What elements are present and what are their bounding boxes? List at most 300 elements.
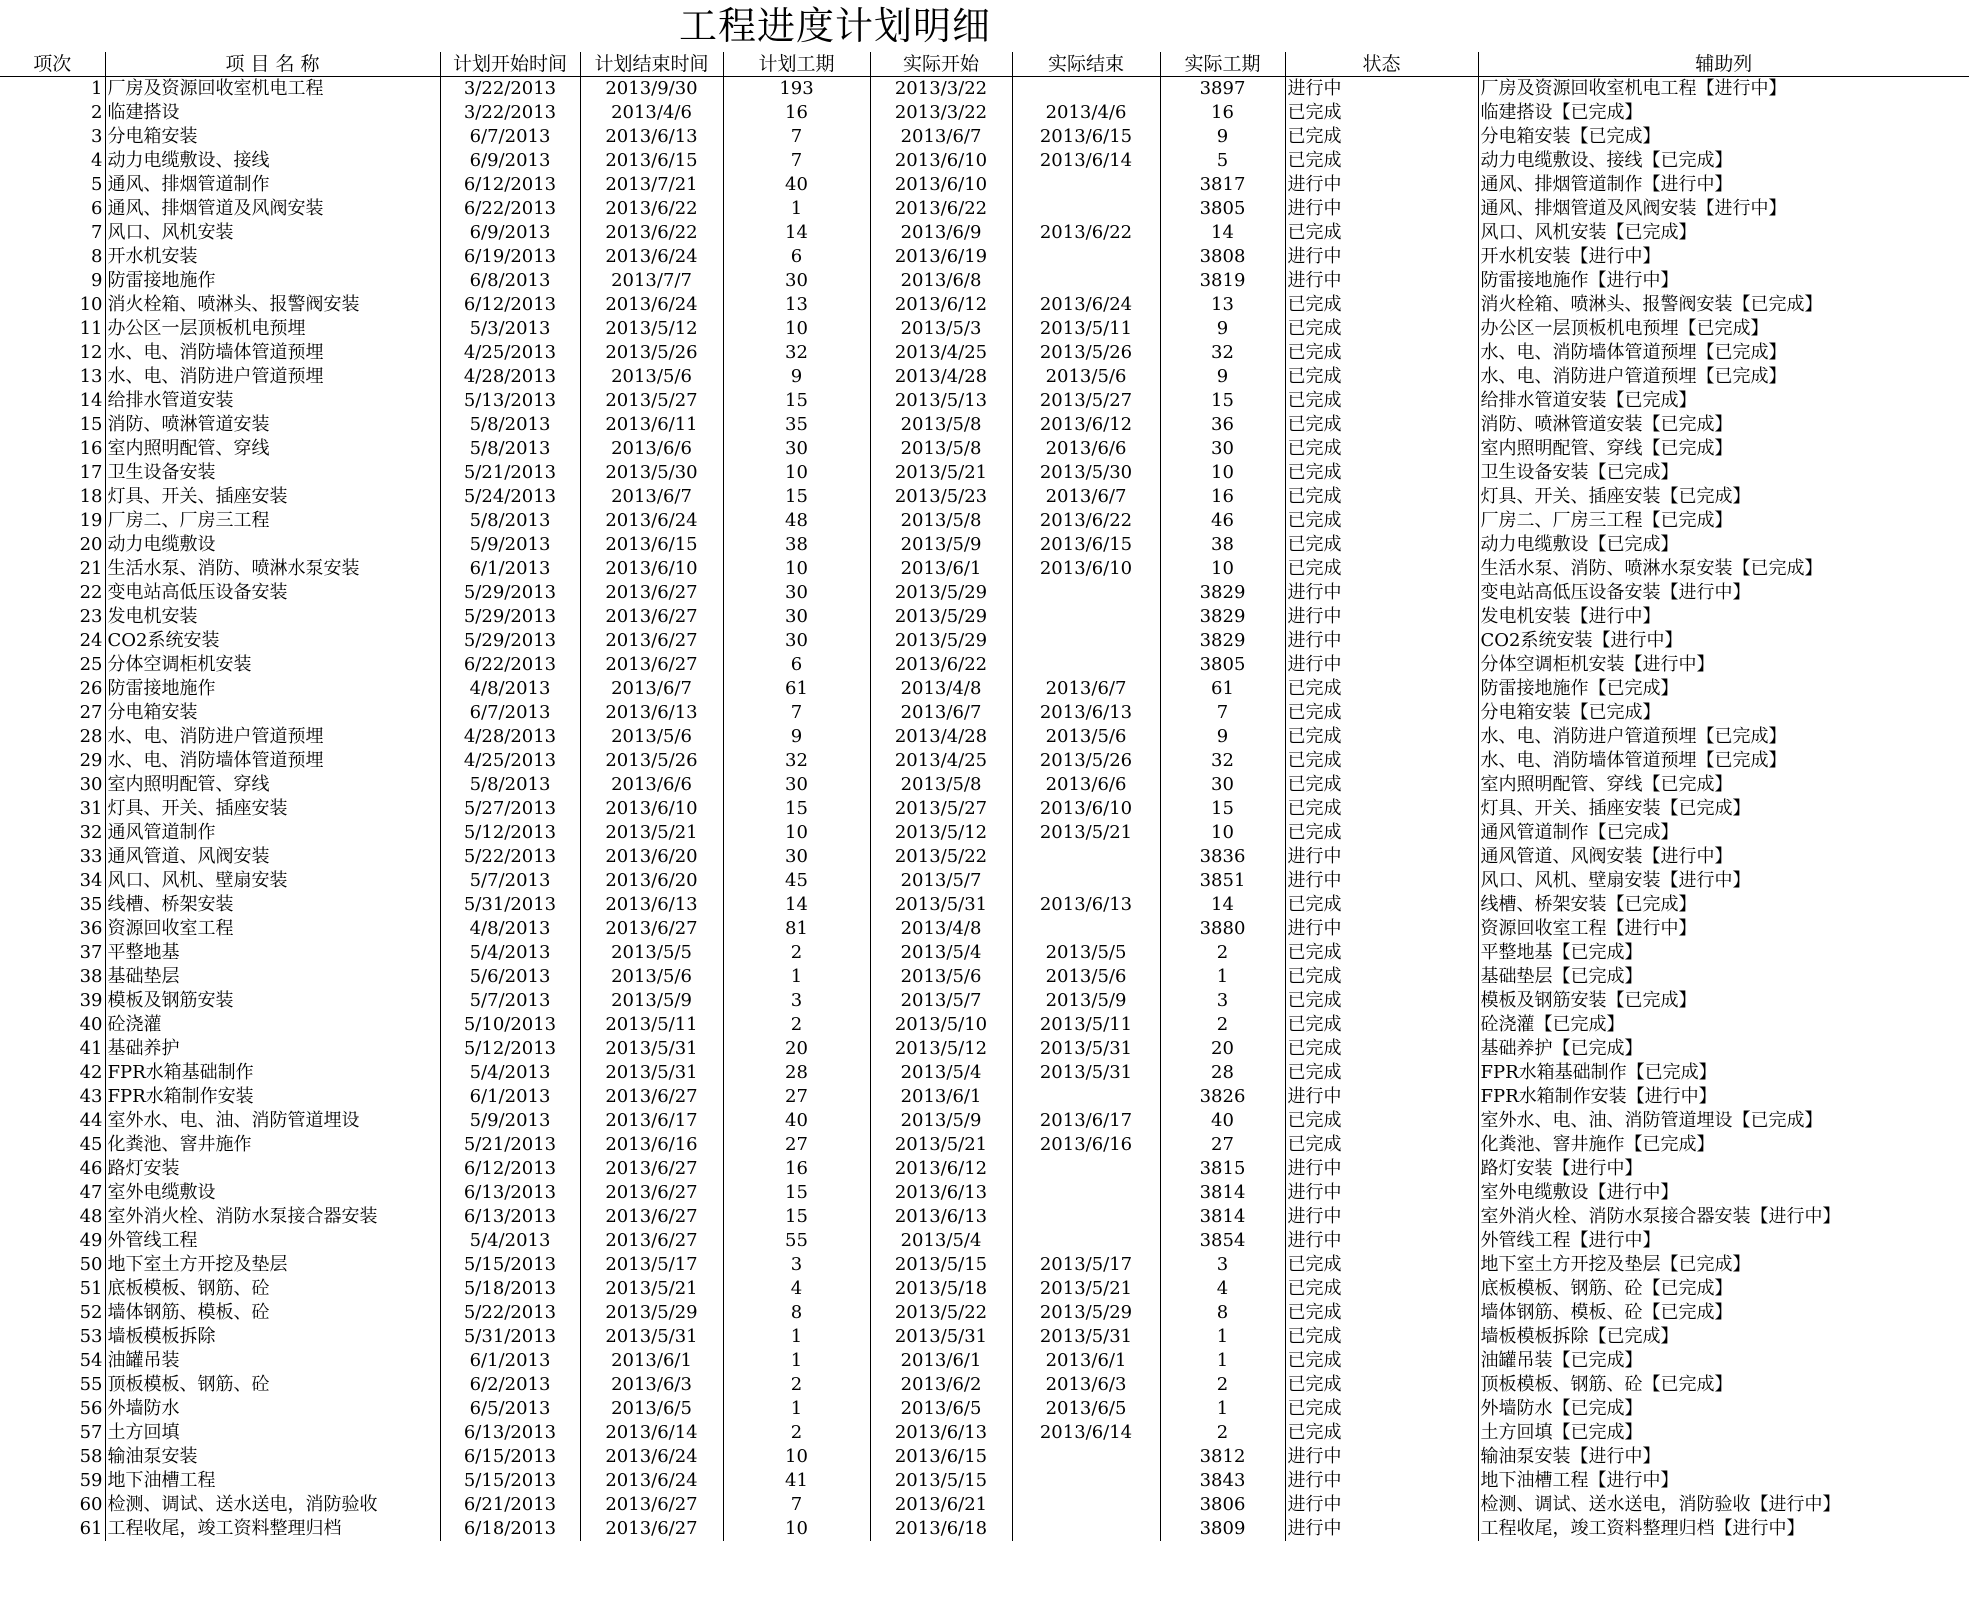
- cell-plan-end[interactable]: 2013/6/20: [580, 869, 723, 893]
- cell-status[interactable]: 进行中: [1285, 653, 1478, 677]
- cell-aux[interactable]: 分体空调柜机安装【进行中】: [1478, 653, 1969, 677]
- cell-plan-end[interactable]: 2013/6/27: [580, 917, 723, 941]
- cell-aux[interactable]: 动力电缆敷设、接线【已完成】: [1478, 149, 1969, 173]
- cell-aux[interactable]: 检测、调试、送水送电，消防验收【进行中】: [1478, 1493, 1969, 1517]
- cell-plan-start[interactable]: 6/7/2013: [440, 701, 580, 725]
- cell-plan-start[interactable]: 4/28/2013: [440, 365, 580, 389]
- cell-idx[interactable]: 9: [91, 270, 103, 291]
- cell-aux[interactable]: 水、电、消防进户管道预埋【已完成】: [1478, 725, 1969, 749]
- cell-actual-start[interactable]: 2013/4/25: [870, 341, 1012, 365]
- cell-plan-start[interactable]: 4/8/2013: [440, 677, 580, 701]
- cell-actual-days[interactable]: 3: [1160, 989, 1285, 1013]
- cell-aux[interactable]: 通风、排烟管道及风阀安装【进行中】: [1478, 197, 1969, 221]
- cell-actual-start[interactable]: 2013/5/6: [870, 965, 1012, 989]
- cell-plan-days[interactable]: 10: [723, 461, 870, 485]
- cell-plan-start[interactable]: 4/28/2013: [440, 725, 580, 749]
- cell-actual-end[interactable]: 2013/5/9: [1012, 989, 1160, 1013]
- cell-aux[interactable]: 室内照明配管、穿线【已完成】: [1478, 773, 1969, 797]
- cell-name[interactable]: 分体空调柜机安装: [105, 653, 440, 677]
- cell-status[interactable]: 已完成: [1285, 509, 1478, 533]
- cell-plan-start[interactable]: 6/13/2013: [440, 1181, 580, 1205]
- cell-plan-end[interactable]: 2013/5/9: [580, 989, 723, 1013]
- cell-plan-days[interactable]: 193: [723, 77, 870, 102]
- cell-status[interactable]: 已完成: [1285, 341, 1478, 365]
- cell-plan-days[interactable]: 3: [723, 989, 870, 1013]
- cell-status[interactable]: 进行中: [1285, 917, 1478, 941]
- cell-status[interactable]: 已完成: [1285, 149, 1478, 173]
- cell-plan-days[interactable]: 27: [723, 1085, 870, 1109]
- cell-plan-end[interactable]: 2013/6/17: [580, 1109, 723, 1133]
- cell-plan-days[interactable]: 35: [723, 413, 870, 437]
- cell-actual-start[interactable]: 2013/6/7: [870, 701, 1012, 725]
- cell-plan-start[interactable]: 5/7/2013: [440, 989, 580, 1013]
- cell-actual-days[interactable]: 3805: [1160, 653, 1285, 677]
- cell-plan-end[interactable]: 2013/5/27: [580, 389, 723, 413]
- cell-actual-start[interactable]: 2013/5/8: [870, 413, 1012, 437]
- cell-aux[interactable]: 厂房二、厂房三工程【已完成】: [1478, 509, 1969, 533]
- cell-idx[interactable]: 19: [79, 510, 103, 531]
- cell-plan-end[interactable]: 2013/5/31: [580, 1061, 723, 1085]
- cell-name[interactable]: 基础养护: [105, 1037, 440, 1061]
- cell-status[interactable]: 已完成: [1285, 1397, 1478, 1421]
- cell-actual-end[interactable]: 2013/5/26: [1012, 341, 1160, 365]
- cell-idx[interactable]: 31: [79, 798, 103, 819]
- cell-actual-start[interactable]: 2013/4/8: [870, 677, 1012, 701]
- cell-status[interactable]: 进行中: [1285, 869, 1478, 893]
- cell-status[interactable]: 进行中: [1285, 1445, 1478, 1469]
- cell-name[interactable]: 地下油槽工程: [105, 1469, 440, 1493]
- cell-aux[interactable]: 地下室土方开挖及垫层【已完成】: [1478, 1253, 1969, 1277]
- cell-plan-days[interactable]: 2: [723, 1421, 870, 1445]
- cell-plan-start[interactable]: 6/9/2013: [440, 221, 580, 245]
- cell-aux[interactable]: 资源回收室工程【进行中】: [1478, 917, 1969, 941]
- cell-actual-start[interactable]: 2013/5/29: [870, 581, 1012, 605]
- cell-plan-end[interactable]: 2013/6/27: [580, 1085, 723, 1109]
- cell-idx[interactable]: 44: [79, 1110, 103, 1131]
- cell-actual-end[interactable]: 2013/6/13: [1012, 701, 1160, 725]
- cell-plan-days[interactable]: 27: [723, 1133, 870, 1157]
- cell-plan-days[interactable]: 15: [723, 1205, 870, 1229]
- cell-plan-end[interactable]: 2013/5/21: [580, 821, 723, 845]
- cell-plan-end[interactable]: 2013/6/5: [580, 1397, 723, 1421]
- cell-plan-start[interactable]: 6/18/2013: [440, 1517, 580, 1541]
- cell-plan-days[interactable]: 2: [723, 941, 870, 965]
- cell-name[interactable]: 顶板模板、钢筋、砼: [105, 1373, 440, 1397]
- cell-plan-start[interactable]: 6/19/2013: [440, 245, 580, 269]
- cell-name[interactable]: 风口、风机、壁扇安装: [105, 869, 440, 893]
- cell-plan-days[interactable]: 16: [723, 101, 870, 125]
- cell-plan-days[interactable]: 10: [723, 557, 870, 581]
- cell-status[interactable]: 已完成: [1285, 1253, 1478, 1277]
- cell-actual-end[interactable]: 2013/5/6: [1012, 965, 1160, 989]
- cell-plan-end[interactable]: 2013/6/15: [580, 149, 723, 173]
- cell-actual-start[interactable]: 2013/5/8: [870, 509, 1012, 533]
- cell-status[interactable]: 已完成: [1285, 1037, 1478, 1061]
- cell-actual-days[interactable]: 5: [1160, 149, 1285, 173]
- cell-idx[interactable]: 27: [79, 702, 103, 723]
- cell-name[interactable]: 土方回填: [105, 1421, 440, 1445]
- cell-plan-days[interactable]: 7: [723, 125, 870, 149]
- cell-idx[interactable]: 59: [79, 1470, 103, 1491]
- cell-aux[interactable]: 灯具、开关、插座安装【已完成】: [1478, 797, 1969, 821]
- cell-plan-days[interactable]: 10: [723, 821, 870, 845]
- cell-actual-days[interactable]: 32: [1160, 341, 1285, 365]
- cell-actual-start[interactable]: 2013/5/22: [870, 845, 1012, 869]
- cell-actual-days[interactable]: 9: [1160, 725, 1285, 749]
- cell-actual-days[interactable]: 27: [1160, 1133, 1285, 1157]
- cell-idx[interactable]: 4: [91, 150, 103, 171]
- cell-status[interactable]: 进行中: [1285, 173, 1478, 197]
- cell-aux[interactable]: 输油泵安装【进行中】: [1478, 1445, 1969, 1469]
- cell-actual-end[interactable]: 2013/6/24: [1012, 293, 1160, 317]
- cell-actual-end[interactable]: 2013/6/15: [1012, 533, 1160, 557]
- cell-actual-end[interactable]: 2013/6/1: [1012, 1349, 1160, 1373]
- cell-actual-end[interactable]: [1012, 1493, 1160, 1517]
- cell-name[interactable]: 通风管道、风阀安装: [105, 845, 440, 869]
- cell-plan-days[interactable]: 1: [723, 1325, 870, 1349]
- cell-plan-start[interactable]: 5/15/2013: [440, 1253, 580, 1277]
- cell-plan-start[interactable]: 6/13/2013: [440, 1205, 580, 1229]
- cell-actual-start[interactable]: 2013/6/8: [870, 269, 1012, 293]
- cell-idx[interactable]: 26: [79, 678, 103, 699]
- cell-idx[interactable]: 38: [79, 966, 103, 987]
- cell-status[interactable]: 已完成: [1285, 965, 1478, 989]
- cell-actual-start[interactable]: 2013/6/1: [870, 1085, 1012, 1109]
- cell-plan-days[interactable]: 6: [723, 653, 870, 677]
- cell-plan-start[interactable]: 6/9/2013: [440, 149, 580, 173]
- cell-name[interactable]: 工程收尾，竣工资料整理归档: [105, 1517, 440, 1541]
- cell-status[interactable]: 进行中: [1285, 1205, 1478, 1229]
- cell-actual-days[interactable]: 16: [1160, 485, 1285, 509]
- cell-name[interactable]: 平整地基: [105, 941, 440, 965]
- cell-plan-end[interactable]: 2013/5/12: [580, 317, 723, 341]
- cell-actual-days[interactable]: 9: [1160, 365, 1285, 389]
- cell-idx[interactable]: 16: [79, 438, 103, 459]
- cell-idx[interactable]: 49: [79, 1230, 103, 1251]
- cell-actual-end[interactable]: 2013/6/3: [1012, 1373, 1160, 1397]
- cell-plan-end[interactable]: 2013/6/27: [580, 1493, 723, 1517]
- cell-plan-start[interactable]: 6/12/2013: [440, 293, 580, 317]
- cell-aux[interactable]: 室内照明配管、穿线【已完成】: [1478, 437, 1969, 461]
- cell-actual-end[interactable]: 2013/5/11: [1012, 1013, 1160, 1037]
- cell-aux[interactable]: 基础垫层【已完成】: [1478, 965, 1969, 989]
- cell-name[interactable]: 通风、排烟管道制作: [105, 173, 440, 197]
- cell-idx[interactable]: 33: [79, 846, 103, 867]
- cell-plan-start[interactable]: 5/15/2013: [440, 1469, 580, 1493]
- cell-plan-start[interactable]: 4/25/2013: [440, 749, 580, 773]
- cell-actual-days[interactable]: 3814: [1160, 1181, 1285, 1205]
- cell-actual-end[interactable]: 2013/6/16: [1012, 1133, 1160, 1157]
- cell-actual-end[interactable]: 2013/6/10: [1012, 797, 1160, 821]
- cell-actual-days[interactable]: 40: [1160, 1109, 1285, 1133]
- cell-name[interactable]: 水、电、消防墙体管道预埋: [105, 341, 440, 365]
- cell-plan-end[interactable]: 2013/5/11: [580, 1013, 723, 1037]
- cell-status[interactable]: 已完成: [1285, 1373, 1478, 1397]
- cell-status[interactable]: 已完成: [1285, 989, 1478, 1013]
- cell-plan-end[interactable]: 2013/6/7: [580, 485, 723, 509]
- cell-actual-days[interactable]: 3829: [1160, 629, 1285, 653]
- cell-name[interactable]: 消防、喷淋管道安装: [105, 413, 440, 437]
- cell-actual-end[interactable]: [1012, 1181, 1160, 1205]
- cell-status[interactable]: 已完成: [1285, 317, 1478, 341]
- cell-plan-end[interactable]: 2013/6/27: [580, 1517, 723, 1541]
- cell-actual-days[interactable]: 3: [1160, 1253, 1285, 1277]
- cell-plan-days[interactable]: 4: [723, 1277, 870, 1301]
- cell-name[interactable]: 开水机安装: [105, 245, 440, 269]
- cell-actual-start[interactable]: 2013/6/21: [870, 1493, 1012, 1517]
- cell-plan-days[interactable]: 10: [723, 1517, 870, 1541]
- cell-plan-end[interactable]: 2013/6/13: [580, 893, 723, 917]
- cell-actual-days[interactable]: 2: [1160, 1373, 1285, 1397]
- cell-idx[interactable]: 1: [91, 78, 103, 99]
- cell-idx[interactable]: 20: [79, 534, 103, 555]
- cell-status[interactable]: 进行中: [1285, 245, 1478, 269]
- cell-actual-days[interactable]: 2: [1160, 1421, 1285, 1445]
- cell-idx[interactable]: 13: [79, 366, 103, 387]
- cell-name[interactable]: 底板模板、钢筋、砼: [105, 1277, 440, 1301]
- cell-name[interactable]: CO2系统安装: [105, 629, 440, 653]
- cell-actual-days[interactable]: 3819: [1160, 269, 1285, 293]
- cell-actual-end[interactable]: 2013/6/22: [1012, 221, 1160, 245]
- cell-plan-end[interactable]: 2013/5/26: [580, 749, 723, 773]
- cell-plan-days[interactable]: 30: [723, 773, 870, 797]
- cell-actual-end[interactable]: [1012, 653, 1160, 677]
- cell-plan-days[interactable]: 15: [723, 389, 870, 413]
- cell-actual-end[interactable]: 2013/6/10: [1012, 557, 1160, 581]
- cell-actual-days[interactable]: 1: [1160, 1349, 1285, 1373]
- cell-aux[interactable]: 基础养护【已完成】: [1478, 1037, 1969, 1061]
- cell-plan-start[interactable]: 5/22/2013: [440, 1301, 580, 1325]
- cell-status[interactable]: 已完成: [1285, 1325, 1478, 1349]
- cell-actual-days[interactable]: 14: [1160, 221, 1285, 245]
- cell-idx[interactable]: 15: [79, 414, 103, 435]
- cell-actual-end[interactable]: [1012, 197, 1160, 221]
- cell-idx[interactable]: 36: [79, 918, 103, 939]
- cell-actual-end[interactable]: 2013/6/5: [1012, 1397, 1160, 1421]
- cell-plan-end[interactable]: 2013/6/27: [580, 605, 723, 629]
- cell-actual-end[interactable]: 2013/5/6: [1012, 725, 1160, 749]
- header-aux[interactable]: 辅助列: [1478, 52, 1969, 77]
- cell-plan-start[interactable]: 6/12/2013: [440, 173, 580, 197]
- cell-name[interactable]: 通风管道制作: [105, 821, 440, 845]
- cell-aux[interactable]: 室外水、电、油、消防管道埋设【已完成】: [1478, 1109, 1969, 1133]
- cell-actual-days[interactable]: 3854: [1160, 1229, 1285, 1253]
- cell-name[interactable]: 防雷接地施作: [105, 269, 440, 293]
- cell-aux[interactable]: 墙体钢筋、模板、砼【已完成】: [1478, 1301, 1969, 1325]
- cell-actual-start[interactable]: 2013/5/23: [870, 485, 1012, 509]
- header-plan-end[interactable]: 计划结束时间: [580, 52, 723, 77]
- cell-plan-end[interactable]: 2013/5/31: [580, 1325, 723, 1349]
- cell-plan-end[interactable]: 2013/5/6: [580, 725, 723, 749]
- cell-actual-days[interactable]: 38: [1160, 533, 1285, 557]
- cell-status[interactable]: 进行中: [1285, 77, 1478, 102]
- cell-plan-start[interactable]: 3/22/2013: [440, 101, 580, 125]
- cell-plan-end[interactable]: 2013/7/21: [580, 173, 723, 197]
- cell-plan-end[interactable]: 2013/5/29: [580, 1301, 723, 1325]
- cell-actual-start[interactable]: 2013/5/22: [870, 1301, 1012, 1325]
- cell-plan-start[interactable]: 6/5/2013: [440, 1397, 580, 1421]
- cell-actual-days[interactable]: 32: [1160, 749, 1285, 773]
- cell-status[interactable]: 进行中: [1285, 1517, 1478, 1541]
- cell-plan-start[interactable]: 6/12/2013: [440, 1157, 580, 1181]
- cell-plan-start[interactable]: 5/9/2013: [440, 533, 580, 557]
- cell-status[interactable]: 已完成: [1285, 893, 1478, 917]
- cell-plan-end[interactable]: 2013/6/27: [580, 1229, 723, 1253]
- cell-plan-start[interactable]: 5/10/2013: [440, 1013, 580, 1037]
- cell-plan-start[interactable]: 5/22/2013: [440, 845, 580, 869]
- cell-status[interactable]: 已完成: [1285, 221, 1478, 245]
- cell-aux[interactable]: 风口、风机、壁扇安装【进行中】: [1478, 869, 1969, 893]
- cell-actual-start[interactable]: 2013/3/22: [870, 101, 1012, 125]
- header-actual-end[interactable]: 实际结束: [1012, 52, 1160, 77]
- cell-status[interactable]: 已完成: [1285, 293, 1478, 317]
- cell-aux[interactable]: 顶板模板、钢筋、砼【已完成】: [1478, 1373, 1969, 1397]
- header-status[interactable]: 状态: [1285, 52, 1478, 77]
- cell-name[interactable]: 灯具、开关、插座安装: [105, 485, 440, 509]
- cell-aux[interactable]: 水、电、消防进户管道预埋【已完成】: [1478, 365, 1969, 389]
- cell-actual-start[interactable]: 2013/5/18: [870, 1277, 1012, 1301]
- cell-actual-days[interactable]: 13: [1160, 293, 1285, 317]
- cell-idx[interactable]: 56: [79, 1398, 103, 1419]
- cell-actual-end[interactable]: 2013/5/27: [1012, 389, 1160, 413]
- cell-status[interactable]: 进行中: [1285, 1181, 1478, 1205]
- cell-actual-end[interactable]: 2013/5/26: [1012, 749, 1160, 773]
- cell-actual-end[interactable]: 2013/6/22: [1012, 509, 1160, 533]
- cell-actual-start[interactable]: 2013/5/8: [870, 773, 1012, 797]
- cell-plan-start[interactable]: 5/8/2013: [440, 437, 580, 461]
- cell-plan-end[interactable]: 2013/5/31: [580, 1037, 723, 1061]
- cell-actual-start[interactable]: 2013/5/29: [870, 605, 1012, 629]
- cell-plan-end[interactable]: 2013/6/27: [580, 1181, 723, 1205]
- cell-plan-end[interactable]: 2013/5/26: [580, 341, 723, 365]
- cell-actual-start[interactable]: 2013/5/3: [870, 317, 1012, 341]
- cell-idx[interactable]: 7: [91, 222, 103, 243]
- cell-plan-end[interactable]: 2013/6/22: [580, 221, 723, 245]
- cell-plan-start[interactable]: 5/31/2013: [440, 893, 580, 917]
- cell-aux[interactable]: 开水机安装【进行中】: [1478, 245, 1969, 269]
- cell-actual-start[interactable]: 2013/6/10: [870, 173, 1012, 197]
- cell-name[interactable]: 墙板模板拆除: [105, 1325, 440, 1349]
- cell-actual-start[interactable]: 2013/3/22: [870, 77, 1012, 102]
- cell-plan-start[interactable]: 4/25/2013: [440, 341, 580, 365]
- cell-plan-days[interactable]: 6: [723, 245, 870, 269]
- cell-actual-days[interactable]: 15: [1160, 389, 1285, 413]
- cell-idx[interactable]: 46: [79, 1158, 103, 1179]
- cell-plan-end[interactable]: 2013/5/5: [580, 941, 723, 965]
- cell-status[interactable]: 进行中: [1285, 1493, 1478, 1517]
- cell-idx[interactable]: 10: [79, 294, 103, 315]
- cell-name[interactable]: 水、电、消防进户管道预埋: [105, 725, 440, 749]
- cell-actual-start[interactable]: 2013/6/15: [870, 1445, 1012, 1469]
- cell-actual-days[interactable]: 3843: [1160, 1469, 1285, 1493]
- cell-name[interactable]: 室外电缆敷设: [105, 1181, 440, 1205]
- cell-status[interactable]: 已完成: [1285, 941, 1478, 965]
- cell-actual-days[interactable]: 15: [1160, 797, 1285, 821]
- cell-actual-start[interactable]: 2013/5/4: [870, 941, 1012, 965]
- cell-plan-days[interactable]: 3: [723, 1253, 870, 1277]
- cell-actual-end[interactable]: [1012, 605, 1160, 629]
- header-actual-days[interactable]: 实际工期: [1160, 52, 1285, 77]
- cell-actual-start[interactable]: 2013/5/21: [870, 461, 1012, 485]
- cell-status[interactable]: 已完成: [1285, 1061, 1478, 1085]
- cell-name[interactable]: 路灯安装: [105, 1157, 440, 1181]
- cell-name[interactable]: 临建搭设: [105, 101, 440, 125]
- cell-plan-days[interactable]: 81: [723, 917, 870, 941]
- cell-aux[interactable]: 工程收尾，竣工资料整理归档【进行中】: [1478, 1517, 1969, 1541]
- cell-plan-end[interactable]: 2013/6/24: [580, 1445, 723, 1469]
- cell-plan-start[interactable]: 5/24/2013: [440, 485, 580, 509]
- cell-status[interactable]: 进行中: [1285, 581, 1478, 605]
- cell-name[interactable]: 分电箱安装: [105, 701, 440, 725]
- cell-aux[interactable]: 变电站高低压设备安装【进行中】: [1478, 581, 1969, 605]
- cell-idx[interactable]: 34: [79, 870, 103, 891]
- cell-plan-start[interactable]: 6/22/2013: [440, 653, 580, 677]
- cell-aux[interactable]: FPR水箱基础制作【已完成】: [1478, 1061, 1969, 1085]
- cell-actual-start[interactable]: 2013/6/12: [870, 293, 1012, 317]
- cell-plan-start[interactable]: 6/1/2013: [440, 557, 580, 581]
- cell-actual-end[interactable]: 2013/5/31: [1012, 1061, 1160, 1085]
- cell-actual-end[interactable]: [1012, 1157, 1160, 1181]
- cell-name[interactable]: 检测、调试、送水送电，消防验收: [105, 1493, 440, 1517]
- cell-actual-start[interactable]: 2013/5/29: [870, 629, 1012, 653]
- cell-plan-end[interactable]: 2013/6/13: [580, 125, 723, 149]
- cell-idx[interactable]: 3: [91, 126, 103, 147]
- cell-aux[interactable]: 模板及钢筋安装【已完成】: [1478, 989, 1969, 1013]
- cell-name[interactable]: 室内照明配管、穿线: [105, 437, 440, 461]
- cell-aux[interactable]: 线槽、桥架安装【已完成】: [1478, 893, 1969, 917]
- cell-status[interactable]: 已完成: [1285, 677, 1478, 701]
- cell-plan-end[interactable]: 2013/6/27: [580, 581, 723, 605]
- cell-plan-end[interactable]: 2013/6/13: [580, 701, 723, 725]
- cell-aux[interactable]: 分电箱安装【已完成】: [1478, 125, 1969, 149]
- cell-aux[interactable]: 土方回填【已完成】: [1478, 1421, 1969, 1445]
- cell-actual-start[interactable]: 2013/5/15: [870, 1253, 1012, 1277]
- cell-actual-start[interactable]: 2013/4/25: [870, 749, 1012, 773]
- cell-name[interactable]: FPR水箱基础制作: [105, 1061, 440, 1085]
- cell-status[interactable]: 已完成: [1285, 1133, 1478, 1157]
- cell-name[interactable]: 线槽、桥架安装: [105, 893, 440, 917]
- cell-actual-start[interactable]: 2013/6/10: [870, 149, 1012, 173]
- cell-actual-end[interactable]: 2013/5/31: [1012, 1325, 1160, 1349]
- cell-plan-days[interactable]: 30: [723, 581, 870, 605]
- cell-status[interactable]: 已完成: [1285, 725, 1478, 749]
- cell-actual-end[interactable]: [1012, 629, 1160, 653]
- cell-status[interactable]: 已完成: [1285, 101, 1478, 125]
- cell-aux[interactable]: 消火栓箱、喷淋头、报警阀安装【已完成】: [1478, 293, 1969, 317]
- cell-plan-days[interactable]: 30: [723, 629, 870, 653]
- cell-actual-days[interactable]: 30: [1160, 437, 1285, 461]
- cell-actual-days[interactable]: 10: [1160, 461, 1285, 485]
- cell-status[interactable]: 已完成: [1285, 365, 1478, 389]
- cell-actual-end[interactable]: 2013/5/17: [1012, 1253, 1160, 1277]
- cell-name[interactable]: 水、电、消防墙体管道预埋: [105, 749, 440, 773]
- cell-actual-days[interactable]: 10: [1160, 557, 1285, 581]
- cell-name[interactable]: 发电机安装: [105, 605, 440, 629]
- cell-aux[interactable]: 消防、喷淋管道安装【已完成】: [1478, 413, 1969, 437]
- cell-idx[interactable]: 22: [79, 582, 103, 603]
- cell-actual-start[interactable]: 2013/5/4: [870, 1229, 1012, 1253]
- cell-plan-days[interactable]: 20: [723, 1037, 870, 1061]
- cell-name[interactable]: 灯具、开关、插座安装: [105, 797, 440, 821]
- cell-plan-end[interactable]: 2013/6/6: [580, 437, 723, 461]
- cell-plan-start[interactable]: 5/7/2013: [440, 869, 580, 893]
- cell-actual-days[interactable]: 1: [1160, 1397, 1285, 1421]
- cell-plan-days[interactable]: 30: [723, 269, 870, 293]
- cell-idx[interactable]: 51: [79, 1278, 103, 1299]
- cell-aux[interactable]: 防雷接地施作【进行中】: [1478, 269, 1969, 293]
- cell-name[interactable]: 室外消火栓、消防水泵接合器安装: [105, 1205, 440, 1229]
- cell-actual-end[interactable]: [1012, 1469, 1160, 1493]
